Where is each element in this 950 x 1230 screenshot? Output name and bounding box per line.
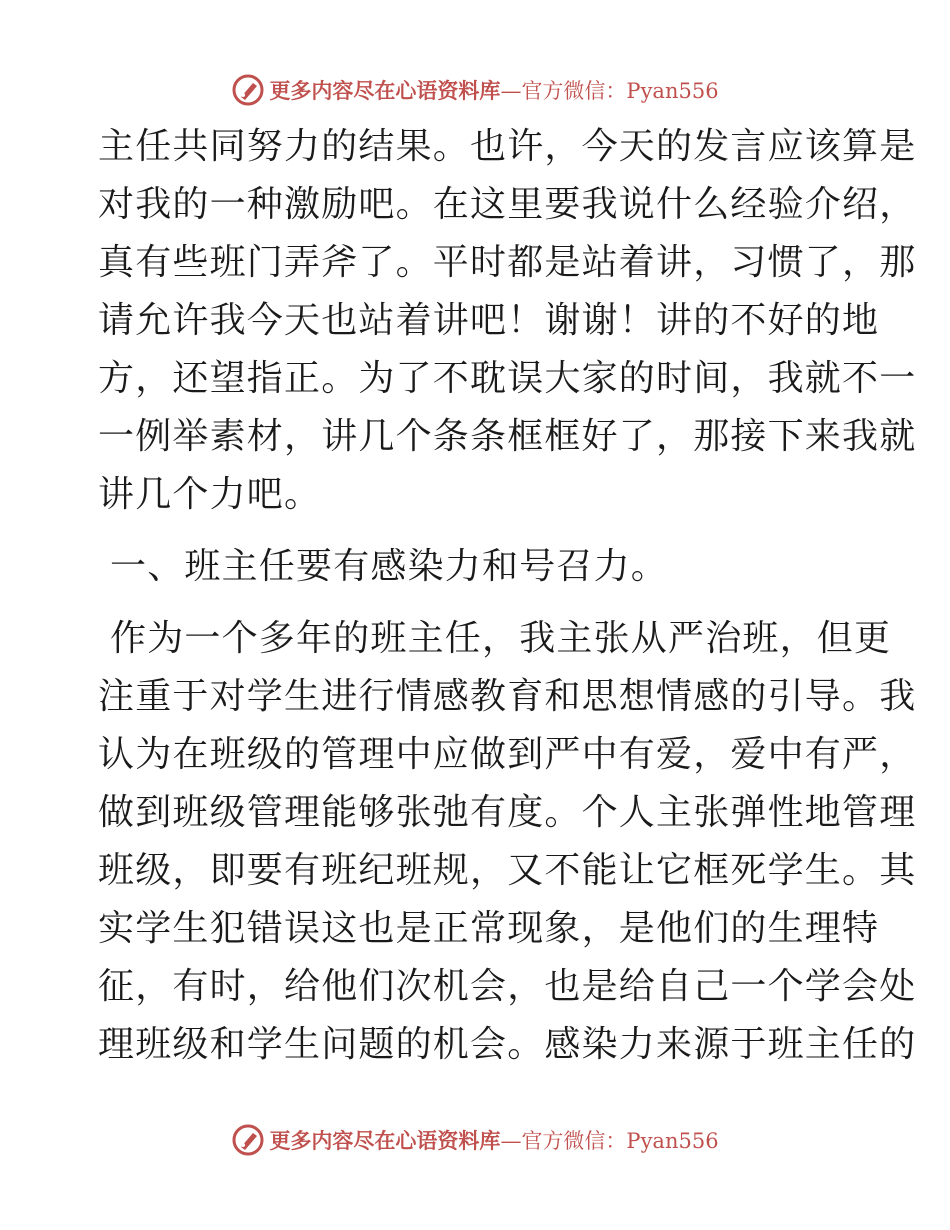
paragraph-1 xyxy=(98,118,917,524)
section-heading xyxy=(98,538,858,596)
document-body xyxy=(98,118,917,1074)
header-banner xyxy=(0,70,950,110)
text-line: 对我的一种激励吧。在这里要我说什么经验介绍， xyxy=(98,184,917,225)
text-line: 方，还望指正。为了不耽误大家的时间，我就不一 xyxy=(98,358,917,399)
banner-site: 更多内容尽在心语资料库 xyxy=(269,1128,501,1153)
paragraph-2 xyxy=(98,610,917,1074)
spacer xyxy=(98,524,858,538)
banner-text xyxy=(269,1125,718,1155)
text-line: 作为一个多年的班主任，我主张从严治班，但更 xyxy=(110,618,892,659)
banner-text xyxy=(269,75,718,105)
text-line: 请允许我今天也站着讲吧！谢谢！讲的不好的地 xyxy=(98,300,880,341)
text-line: 注重于对学生进行情感教育和思想情感的引导。我 xyxy=(98,676,917,717)
text-line: 班级，即要有班纪班规，又不能让它框死学生。其 xyxy=(98,850,917,891)
text-line: 讲几个力吧。 xyxy=(98,474,322,515)
pen-logo-icon xyxy=(231,1123,265,1157)
text-line: 真有些班门弄斧了。平时都是站着讲，习惯了，那 xyxy=(98,242,917,283)
spacer xyxy=(98,596,858,610)
pen-logo-icon xyxy=(231,73,265,107)
text-line: 认为在班级的管理中应做到严中有爱，爱中有严， xyxy=(98,734,917,775)
text-line: 征，有时，给他们次机会，也是给自己一个学会处 xyxy=(98,966,917,1007)
banner-dash: — xyxy=(500,1129,522,1153)
heading-line: 一、班主任要有感染力和号召力。 xyxy=(110,546,669,587)
banner-dash: — xyxy=(500,79,522,103)
banner-site: 更多内容尽在心语资料库 xyxy=(269,78,501,103)
text-line: 一例举素材，讲几个条条框框好了，那接下来我就 xyxy=(98,416,917,457)
text-line: 主任共同努力的结果。也许，今天的发言应该算是 xyxy=(98,126,917,167)
footer-banner xyxy=(0,1120,950,1160)
banner-wechat: 官方微信：Pyan556 xyxy=(521,79,719,103)
banner-wechat: 官方微信：Pyan556 xyxy=(521,1129,719,1153)
text-line: 理班级和学生问题的机会。感染力来源于班主任的 xyxy=(98,1024,917,1065)
text-line: 做到班级管理能够张弛有度。个人主张弹性地管理 xyxy=(98,792,917,833)
text-line: 实学生犯错误这也是正常现象，是他们的生理特 xyxy=(98,908,880,949)
